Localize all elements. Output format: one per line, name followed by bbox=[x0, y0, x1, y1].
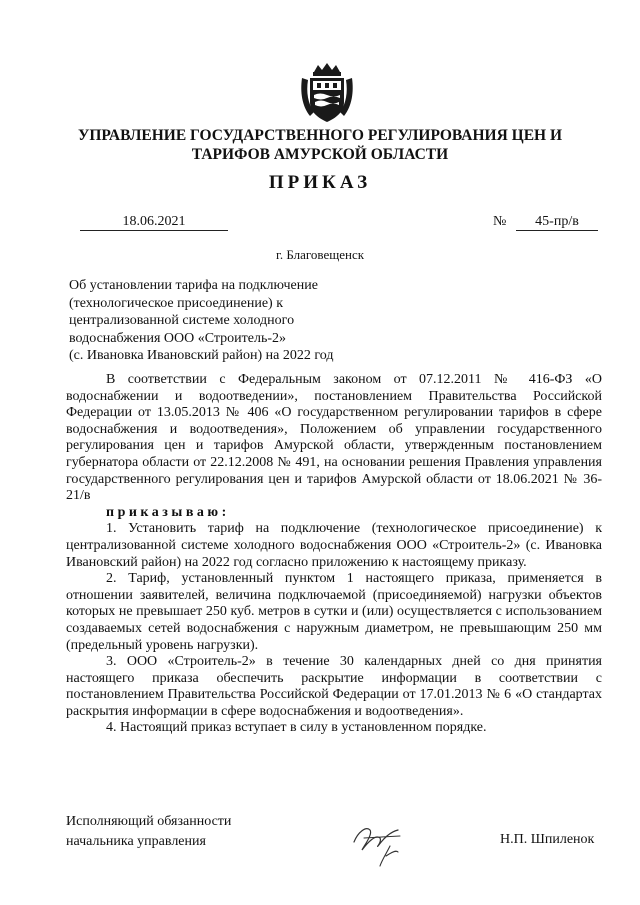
organization-title: УПРАВЛЕНИЕ ГОСУДАРСТВЕННОГО РЕГУЛИРОВАНИЯ ЦЕН И ТАРИФОВ АМУРСКОЙ ОБЛАСТИ bbox=[77, 127, 563, 163]
order-item: 3. ООО «Строитель-2» в течение 30 календарных дней со дня принятия настоящего приказа обеспечить раскрытие информации в соответствии с постановлением Правительства Российской Федерации от 17.01.2013 № 6 «О стандартах раскрытия информации в сфере водоснабжения и водоотведения». bbox=[66, 654, 602, 719]
subject-line: (с. Ивановка Ивановский район) на 2022 год bbox=[69, 348, 334, 363]
order-item: 1. Установить тариф на подключение (технологическое присоединение) к централизованной системе холодного водоснабжения ООО «Строитель-2» (с. Ивановка Ивановский район) на 2022 год согласно приложению к настоящему приказу. bbox=[66, 521, 602, 570]
order-body bbox=[66, 372, 602, 737]
order-subject bbox=[69, 277, 369, 365]
signatory-role-line: Исполняющий обязанности bbox=[66, 814, 232, 829]
city: г. Благовещенск bbox=[275, 247, 365, 262]
coat-of-arms-icon bbox=[298, 62, 356, 124]
order-number: 45-пр/в bbox=[516, 214, 598, 231]
subject-line: централизованной системе холодного bbox=[69, 313, 295, 328]
subject-line: (технологическое присоединение) к bbox=[69, 295, 284, 311]
preamble-paragraph: В соответствии с Федеральным законом от 07.12.2011 № 416-ФЗ «О водоснабжении и водоотведении», постановлением Правительства Российской Федерации от 13.05.2013 № 406 «О государственном регулировании тарифов в сфере водоснабжения и водоотведения», Положением об управлении государственного регулирования цен и тарифов Амурской области, утвержденным постановлением губернатора области от 22.12.2008 № 491, на основании решения Правления управления государственного регулирования цен и тарифов Амурской области от 18.06.2021 № 36-21/в bbox=[66, 372, 602, 504]
signatory-position bbox=[66, 812, 231, 852]
handwritten-signature bbox=[340, 812, 420, 868]
number-label: № bbox=[493, 214, 507, 229]
order-item: 2. Тариф, установленный пунктом 1 настоящего приказа, применяется в отношении заявителей, величина подключаемой (присоединяемой) нагрузки объектов которых не превышает 250 куб. метров в сутки и (или) осуществляется с использованием создаваемых сетей водоснабжения с наружным диаметром, не превышающим 250 мм (предельный уровень нагрузки). bbox=[66, 571, 602, 653]
document-type: ПРИКАЗ bbox=[268, 172, 372, 193]
subject-line: Об установлении тарифа на подключение bbox=[69, 278, 318, 293]
signatory-name: Н.П. Шпиленок bbox=[500, 832, 595, 847]
subject-line: водоснабжения ООО «Строитель-2» bbox=[69, 330, 287, 346]
order-item: 4. Настоящий приказ вступает в силу в установленном порядке. bbox=[106, 720, 487, 736]
order-word: приказываю: bbox=[106, 504, 230, 520]
order-date: 18.06.2021 bbox=[80, 214, 228, 231]
signatory-role-line: начальника управления bbox=[66, 834, 206, 849]
